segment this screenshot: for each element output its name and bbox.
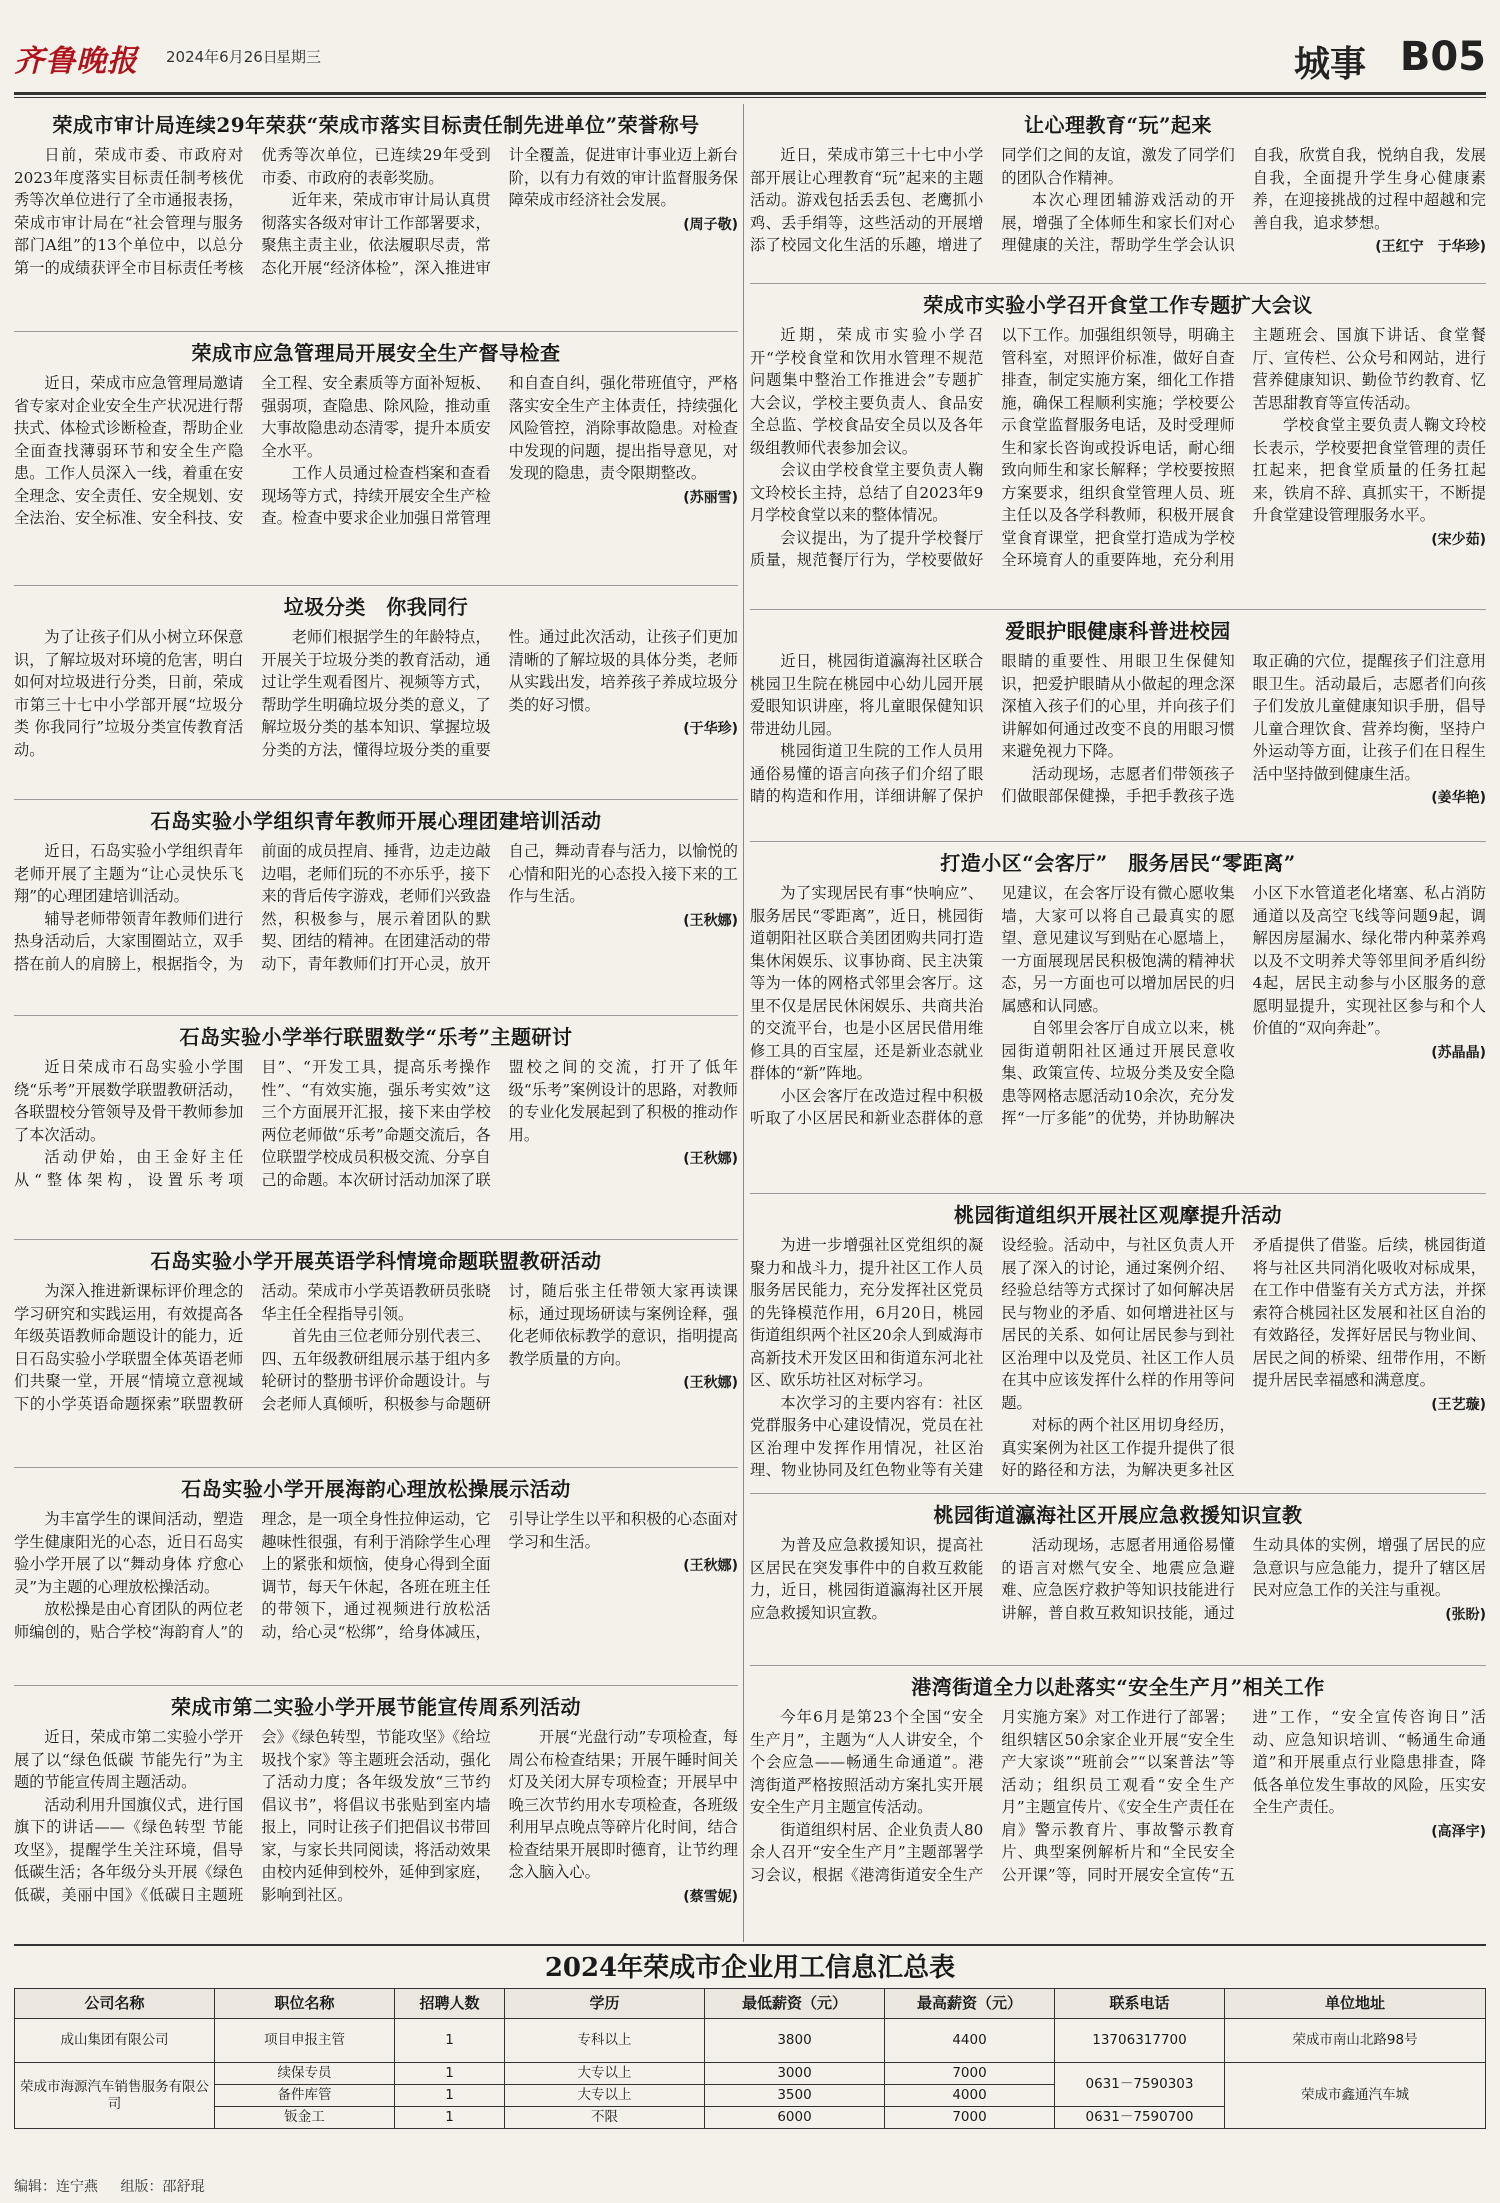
article-headline: 荣成市应急管理局开展安全生产督导检查	[191, 341, 561, 365]
cell-education: 不限	[505, 2107, 705, 2129]
article-eye-care	[750, 610, 1486, 842]
article-byline: (高泽宇)	[1431, 1823, 1486, 1840]
article-body	[14, 144, 738, 279]
article-body	[750, 650, 1486, 810]
cell-phone: 13706317700	[1055, 2019, 1225, 2063]
article-headline: 荣成市实验小学召开食堂工作专题扩大会议	[923, 293, 1313, 317]
article-paragraph: 今年6月是第23个全国“安全生产月”，主题为“人人讲安全，个个会应急——畅通生命通道”。港湾街道严格按照活动方案扎实开展安全生产月主题宣传活动。	[750, 1708, 984, 1816]
article-community-parlor	[750, 842, 1486, 1194]
cell-position: 钣金工	[215, 2107, 395, 2129]
article-body	[14, 372, 738, 530]
article-headline: 打造小区“会客厅” 服务居民“零距离”	[940, 851, 1296, 875]
cell-address: 荣成市鑫通汽车城	[1225, 2063, 1486, 2129]
cell-education: 专科以上	[505, 2019, 705, 2063]
cell-min-salary: 3800	[705, 2019, 885, 2063]
article-body	[750, 324, 1486, 572]
article-headline: 石岛实验小学组织青年教师开展心理团建培训活动	[150, 809, 602, 833]
cell-count: 1	[395, 2063, 505, 2085]
article-paragraph: 近日，桃园街道瀛海社区联合桃园卫生院在桃园中心幼儿园开展爱眼知识讲座，将儿童眼保健知识带进幼儿园。	[750, 652, 984, 738]
article-community-observation	[750, 1194, 1486, 1494]
cell-count: 1	[395, 2107, 505, 2129]
article-headline: 荣成市第二实验小学开展节能宣传周系列活动	[171, 1695, 581, 1719]
article-headline: 石岛实验小学开展海韵心理放松操展示活动	[181, 1477, 571, 1501]
editor-credit: 编辑：连宁燕	[14, 2179, 98, 2195]
designer-credit: 组版：邵舒琨	[120, 2179, 205, 2195]
article-paragraph: 会议由学校食堂主要负责人鞠文玲校长主持，总结了自2023年9月学校食堂以来的整体情况。	[750, 461, 984, 524]
article-body	[14, 1508, 738, 1643]
article-paragraph: 放松操是由心育团队的两位老师编创的，贴合学校“海韵育人”的理念，是一项全身性拉伸运动，它趣味性很强，有利于消除学生心理上的紧张和烦恼，使身心得到全面调节，每天午休起，各班在班主任的带领下，通过视频进行放松活动，给心灵“松绑”，给身体减压，引导让学生以平和积极的心态面对学习和生活。	[14, 1510, 738, 1641]
left-column	[14, 104, 738, 1942]
header-position: 职位名称	[215, 1989, 395, 2019]
article-paragraph: 近日，荣成市第二实验小学开展了以“绿色低碳 节能先行”为主题的节能宣传周主题活动。	[14, 1728, 244, 1791]
article-paragraph: 桃园街道卫生院的工作人员用通俗易懂的语言向孩子们介绍了眼睛的构造和作用，详细讲解了保护眼睛的重要性、用眼卫生保健知识，把爱护眼睛从小做起的理念深深植入孩子们的心里，并向孩子们讲解如何通过改变不良的用眼习惯来避免视力下降。	[750, 652, 1235, 805]
cell-position: 续保专员	[215, 2063, 395, 2085]
article-headline: 让心理教育“玩”起来	[1023, 113, 1212, 137]
cell-max-salary: 4000	[885, 2085, 1055, 2107]
article-paragraph: 为普及应急救援知识，提高社区居民在突发事件中的自救互救能力，近日，桃园街道瀛海社区开展应急救援知识宣教。	[750, 1536, 984, 1622]
masthead-rule-thin	[14, 97, 1486, 98]
article-body	[14, 1056, 738, 1191]
article-emergency-rescue	[750, 1494, 1486, 1666]
article-paragraph: 日前，荣成市委、市政府对2023年度落实目标责任制考核优秀等次单位进行了全市通报表扬，荣成市审计局在“社会管理与服务部门A组”的13个单位中，以总分第一的成绩获评全市目标责任考核优秀等次单位，已连续29年受到市委、市政府的表彰奖励。	[14, 146, 491, 277]
article-paragraph: 辅导老师带领青年教师们进行热身活动后，大家围圈站立，双手搭在前人的肩膀上，根据指令，为前面的成员捏肩、捶背，边走边敲边唱，老师们玩的不亦乐乎，接下来的背后传字游戏，老师们兴致盎然，积极参与，展示着团队的默契、团结的精神。在团建活动的带动下，青年教师们打开心灵，放开自己，舞动青春与活力，以愉悦的心情和阳光的心态投入接下来的工作与生活。	[14, 842, 738, 973]
article-byline: (苏晶晶)	[1431, 1044, 1486, 1061]
article-body	[750, 1534, 1486, 1626]
cell-max-salary: 7000	[885, 2107, 1055, 2129]
article-paragraph: 为了实现居民有事“快响应”、服务居民“零距离”，近日，桃园街道朝阳社区联合美团团购共同打造集休闲娱乐、议事协商、民主决策等为一体的网格式邻里会客厅。这里不仅是居民休闲娱乐、共商共治的交流平台，也是小区居民借用维修工具的百宝屋，还是新业态就业群体的“新”阵地。	[750, 884, 984, 1082]
article-headline: 石岛实验小学举行联盟数学“乐考”主题研讨	[179, 1025, 573, 1049]
article-paragraph: 学校食堂主要负责人鞠文玲校长表示，学校要把食堂管理的责任扛起来，把食堂质量的任务扛起来，铁肩不辞、真抓实干，不断提升食堂建设管理服务水平。	[1252, 416, 1486, 524]
article-paragraph: 近日，荣成市第三十七中小学部开展让心理教育“玩”起来的主题活动。游戏包括丢丢包、老鹰抓小鸡、丢手绢等，这些活动的开展增添了校园文化生活的乐趣，增进了同学们之间的友谊，激发了同学们的团队合作精神。	[750, 146, 1235, 254]
cell-education: 大专以上	[505, 2085, 705, 2107]
issue-date: 2024年6月26日	[166, 48, 278, 66]
header-count: 招聘人数	[395, 1989, 505, 2019]
cell-position: 备件库管	[215, 2085, 395, 2107]
article-emergency-management	[14, 332, 738, 586]
article-body	[750, 1706, 1486, 1886]
article-paragraph: 活动现场，志愿者们带领孩子们做眼部保健操，手把手教孩子选取正确的穴位，提醒孩子们注意用眼卫生。活动最后，志愿者们向孩子们发放儿童健康知识手册，倡导儿童合理饮食、营养均衡，坚持户外运动等方面，让孩子们在日程生活中坚持做到健康生活。	[1001, 652, 1486, 805]
article-paragraph: 工作人员通过检查档案和查看现场等方式，持续开展安全生产检查。检查中要求企业加强日常管理和自查自纠，强化带班值守，严格落实安全生产主体责任，持续强化风险管控，消除事故隐患。对检查中发现的问题，提出指导意见，对发现的隐患，责令限期整改。	[261, 374, 738, 527]
table-row	[15, 2019, 1486, 2063]
article-audit-bureau	[14, 104, 738, 332]
article-paragraph: 为了让孩子们从小树立环保意识，了解垃圾对环境的危害，明白如何对垃圾进行分类，日前，荣成市第三十七中小学部开展“垃圾分类 你我同行”垃圾分类宣传教育活动。	[14, 628, 244, 759]
cell-phone: 0631－7590700	[1055, 2107, 1225, 2129]
article-byline: (宋少茹)	[1431, 531, 1486, 548]
table-row	[15, 2063, 1486, 2085]
article-paragraph: 为深入推进新课标评价理念的学习研究和实践运用，有效提高各年级英语教师命题设计的能力，近日石岛实验小学联盟全体英语老师们共聚一堂，开展“情境立意视域下的小学英语命题探索”联盟教研活动。荣成市小学英语教研员张晓华主任全程指导引领。	[14, 1282, 491, 1413]
cell-phone: 0631－7590303	[1055, 2063, 1225, 2107]
cell-address: 荣成市南山北路98号	[1225, 2019, 1486, 2063]
article-byline: (王秋娜)	[683, 1375, 738, 1391]
article-paragraph: 近期，荣成市实验小学召开“学校食堂和饮用水管理不规范问题集中整治工作推进会”专题扩大会议，学校主要负责人、食品安全总监、学校食品安全员以及各年级组教师代表参加会议。	[750, 326, 984, 457]
cell-education: 大专以上	[505, 2063, 705, 2085]
article-paragraph: 对标的两个社区用切身经历，真实案例为社区工作提升提供了很好的路径和方法，为解决更多社区矛盾提供了借鉴。后续，桃园街道将与社区共同消化吸收对标成果，在工作中借鉴有关方式方法，并探索符合桃园社区发展和社区自治的有效路径，发挥好居民与物业间、居民之间的桥梁、纽带作用，不断提升居民幸福感和满意度。	[1001, 1236, 1486, 1479]
article-paragraph: 近日荣成市石岛实验小学围绕“乐考”开展数学联盟教研活动，各联盟校分管领导及骨干教师参加了本次活动。	[14, 1058, 244, 1144]
article-byline: (王红宁 于华珍)	[1375, 239, 1486, 255]
article-byline: (姜华艳)	[1431, 790, 1486, 806]
article-teacher-team-building	[14, 800, 738, 1016]
cell-count: 1	[395, 2085, 505, 2107]
article-body	[14, 626, 738, 761]
article-english-research	[14, 1240, 738, 1468]
article-headline: 爱眼护眼健康科普进校园	[1005, 619, 1231, 643]
article-garbage-sorting	[14, 586, 738, 800]
article-paragraph: 小区会客厅在改造过程中积极听取了小区居民和新业态群体的意见建议，在会客厅设有微心愿收集墙，大家可以将自己最真实的愿望、意见建议写到贴在心愿墙上，一方面展现居民积极饱满的精神状态，另一方面也可以增加居民的归属感和认同感。	[750, 884, 1235, 1127]
article-safety-month	[750, 1666, 1486, 1936]
article-headline: 桃园街道瀛海社区开展应急救援知识宣教	[933, 1503, 1303, 1527]
article-byline: (张盼)	[1445, 1606, 1486, 1623]
article-paragraph: 近日，石岛实验小学组织青年老师开展了主题为“让心灵快乐飞翔”的心理团建培训活动。	[14, 842, 244, 905]
header-phone: 联系电话	[1055, 1989, 1225, 2019]
header-max-salary: 最高薪资（元）	[885, 1989, 1055, 2019]
article-body	[14, 840, 738, 975]
article-headline: 荣成市审计局连续29年荣获“荣成市落实目标责任制先进单位”荣誉称号	[52, 113, 700, 137]
masthead	[14, 34, 1486, 85]
cell-max-salary: 7000	[885, 2063, 1055, 2085]
article-paragraph: 活动伊始，由王金好主任从“整体架构，设置乐考项目”、“开发工具，提高乐考操作性”、“有效实施，强乐考实效”这三个方面展开汇报，接下来由学校两位老师做“乐考”命题交流后，各位联盟学校成员积极交流、分享自己的命题。本次研讨活动加深了联盟校之间的交流，打开了低年级“乐考”案例设计的思路，对教师的专业化发展起到了积极的推动作用。	[14, 1058, 738, 1189]
newspaper-logo: 齐鲁晚报	[14, 44, 138, 79]
article-paragraph: 近日，荣成市应急管理局邀请省专家对企业安全生产状况进行帮扶式、体检式诊断检查，帮助企业全面查找薄弱环节和安全生产隐患。工作人员深入一线，着重在安全理念、安全责任、安全规划、安全法治、安全标准、安全科技、安全工程、安全素质等方面补短板、强弱项，查隐患、除风险，推动重大事故隐患动态清零，提升本质安全水平。	[14, 374, 491, 527]
employment-info-section	[14, 1944, 1486, 2129]
article-byline: (于华珍)	[683, 721, 738, 737]
article-paragraph: 本次心理团辅游戏活动的开展，增强了全体师生和家长们对心理健康的关注，帮助学生学会认识自我，欣赏自我，悦纳自我，发展自我，全面提升学生身心健康素养，在迎接挑战的过程中超越和完善自我，追求梦想。	[1001, 146, 1486, 254]
article-paragraph: 开展“光盘行动”专项检查，每周公布检查结果；开展午睡时间关灯及关闭大屏专项检查；开展早中晚三次节约用水专项检查，各班级利用早点晚点等碎片化时间，结合检查结果开展即时德育，让节约理念入脑入心。	[508, 1728, 738, 1881]
article-byline: (王秋娜)	[683, 912, 738, 929]
page-number: B05	[1399, 34, 1486, 80]
article-paragraph: 为进一步增强社区党组织的凝聚力和战斗力，提升社区工作人员服务居民能力，充分发挥社区党员的先锋模范作用，6月20日，桃园街道组织两个社区20余人到威海市高新技术开发区田和街道东河北社区、欧乐坊社区对标学习。	[750, 1236, 984, 1389]
table-title: 2024年荣成市企业用工信息汇总表	[14, 1944, 1486, 1988]
article-paragraph: 老师们根据学生的年龄特点，开展关于垃圾分类的教育活动，通过让学生观看图片、视频等方式，帮助学生明确垃圾分类的意义，了解垃圾分类的基本知识、掌握垃圾分类的方法，懂得垃圾分类的重要性。通过此次活动，让孩子们更加清晰的了解垃圾的具体分类，老师从实践出发，培养孩子养成垃圾分类的好习惯。	[261, 628, 738, 759]
masthead-rule	[14, 92, 1486, 95]
header-education: 学历	[505, 1989, 705, 2019]
article-byline: (王秋娜)	[683, 1558, 738, 1574]
header-min-salary: 最低薪资（元）	[705, 1989, 885, 2019]
cell-count: 1	[395, 2019, 505, 2063]
article-headline: 港湾街道全力以赴落实“安全生产月”相关工作	[911, 1675, 1325, 1699]
article-body	[750, 1234, 1486, 1482]
article-paragraph: 为丰富学生的课间活动，塑造学生健康阳光的心态，近日石岛实验小学开展了以“舞动身体 疗愈心灵”为主题的心理放松操活动。	[14, 1510, 244, 1596]
cell-max-salary: 4400	[885, 2019, 1055, 2063]
article-paragraph: 自邻里会客厅自成立以来，桃园街道朝阳社区通过开展民意收集、政策宣传、垃圾分类及安全隐患等网格志愿活动10余次，充分发挥“一厅多能”的优势，并协助解决小区下水管道老化堵塞、私占消防通道以及高空飞线等问题9起，调解因房屋漏水、绿化带内种菜养鸡以及不文明养犬等邻里间矛盾纠纷4起，居民主动参与小区服务的意愿明显提升，实现社区参与和个人价值的“双向奔赴”。	[1001, 884, 1486, 1127]
article-math-seminar	[14, 1016, 738, 1240]
article-headline: 垃圾分类 你我同行	[283, 595, 469, 619]
article-psychology-play	[750, 104, 1486, 284]
article-byline: (王秋娜)	[683, 1151, 738, 1167]
article-paragraph: 近年来，荣成市审计局认真贯彻落实各级对审计工作部署要求，聚焦主责主业，依法履职尽责，常态化开展“经济体检”，深入推进审计全覆盖，促进审计事业迈上新台阶，以有力有效的审计监督服务保障荣成市经济社会发展。	[261, 146, 738, 277]
article-paragraph: 会议提出，为了提升学校餐厅质量，规范餐厅行为，学校要做好以下工作。加强组织领导，明确主管科室，对照评价标准，做好自查排查，制定实施方案，细化工作措施，确保工程顺利实施；学校要公示食堂监督服务电话，及时受理师生和家长咨询或投诉电话，耐心细致向师生和家长解释；学校要按照方案要求，组织食堂管理人员、班主任以及各学科教师，积极开展食堂食育课堂，把食堂打造成为学校全环境育人的重要阵地，充分利用主题班会、国旗下讲话、食堂餐厅、宣传栏、公众号和网站，进行营养健康知识、勤俭节约教育、忆苦思甜教育等宣传活动。	[750, 326, 1486, 569]
cell-min-salary: 3000	[705, 2063, 885, 2085]
cell-position: 项目申报主管	[215, 2019, 395, 2063]
article-paragraph: 活动现场，志愿者用通俗易懂的语言对燃气安全、地震应急避难、应急医疗救护等知识技能进行讲解，普自救互救知识技能，通过生动具体的实例，增强了居民的应急意识与应急能力，提升了辖区居民对应急工作的关注与重视。	[1001, 1536, 1486, 1622]
article-body	[14, 1726, 738, 1908]
article-headline: 桃园街道组织开展社区观摩提升活动	[954, 1203, 1282, 1227]
right-column	[750, 104, 1486, 1936]
cell-min-salary: 3500	[705, 2085, 885, 2107]
article-canteen-meeting	[750, 284, 1486, 610]
employment-table	[14, 1988, 1486, 2129]
article-byline: (苏丽雪)	[683, 489, 738, 506]
article-paragraph: 活动利用升国旗仪式，进行国旗下的讲话——《绿色转型 节能攻坚》，提醒学生关注环境，倡导低碳生活；各年级分头开展《绿色低碳，美丽中国》《低碳日主题班会》《绿色转型，节能攻坚》《给垃圾找个家》等主题班会活动，强化了活动力度；各年级发放“三节约倡议书”，将倡议书张贴到室内墙报上，同时让孩子们把倡议书带回家，与家长共同阅读，将活动效果由校内延伸到校外，延伸到家庭，影响到社区。	[14, 1728, 491, 1904]
article-body	[750, 144, 1486, 259]
header-address: 单位地址	[1225, 1989, 1486, 2019]
cell-min-salary: 6000	[705, 2107, 885, 2129]
article-body	[14, 1280, 738, 1415]
page-footer	[14, 2176, 222, 2196]
cell-company: 成山集团有限公司	[15, 2019, 215, 2063]
article-relaxation-exercise	[14, 1468, 738, 1686]
article-body	[750, 882, 1486, 1130]
article-byline: (王艺璇)	[1431, 1396, 1486, 1413]
table-header-row	[15, 1989, 1486, 2019]
cell-company: 荣成市海源汽车销售服务有限公司	[15, 2063, 215, 2129]
header-company: 公司名称	[15, 1989, 215, 2019]
column-divider	[743, 104, 744, 1942]
article-paragraph: 首先由三位老师分别代表三、四、五年级教研组展示基于组内多轮研讨的整册书评价命题设计。与会老师人真倾听，积极参与命题研讨，随后张主任带领大家再读课标，通过现场研读与案例诠释，强化老师依标教学的意识，指明提高教学质量的方向。	[261, 1282, 738, 1413]
section-title: 城事	[1293, 43, 1366, 85]
article-paragraph: 本次学习的主要内容有：社区党群服务中心建设情况，党员在社区治理中发挥作用情况，社区治理、物业协同及红色物业等有关建设经验。活动中，与社区负责人开展了深入的讨论，通过案例介绍、经验总结等方式探讨了如何解决居民与物业的矛盾、如何增进社区与居民的关系、如何让居民参与到社区治理中以及党员、社区工作人员在其中应该发挥什么样的作用等问题。	[750, 1236, 1235, 1479]
article-byline: (蔡雪妮)	[683, 1888, 738, 1905]
issue-weekday: 星期三	[276, 48, 322, 66]
article-energy-saving-week	[14, 1686, 738, 1942]
article-byline: (周子敬)	[683, 216, 738, 233]
article-headline: 石岛实验小学开展英语学科情境命题联盟教研活动	[150, 1249, 602, 1273]
article-paragraph: 街道组织村居、企业负责人80余人召开“安全生产月”主题部署学习会议，根据《港湾街道安全生产月实施方案》对工作进行了部署；组织辖区50余家企业开展“安全生产大家谈”“班前会”“以案普法”等活动；组织员工观看“安全生产月”主题宣传片、《安全生产责任在肩》警示教育片、事故警示教育片、典型案例解析片和“全民安全公开课”等，同时开展安全宣传“五进”工作，“安全宣传咨询日”活动、应急知识培训、“畅通生命通道”和开展重点行业隐患排查，降低各单位发生事故的风险，压实安全生产责任。	[750, 1708, 1486, 1884]
